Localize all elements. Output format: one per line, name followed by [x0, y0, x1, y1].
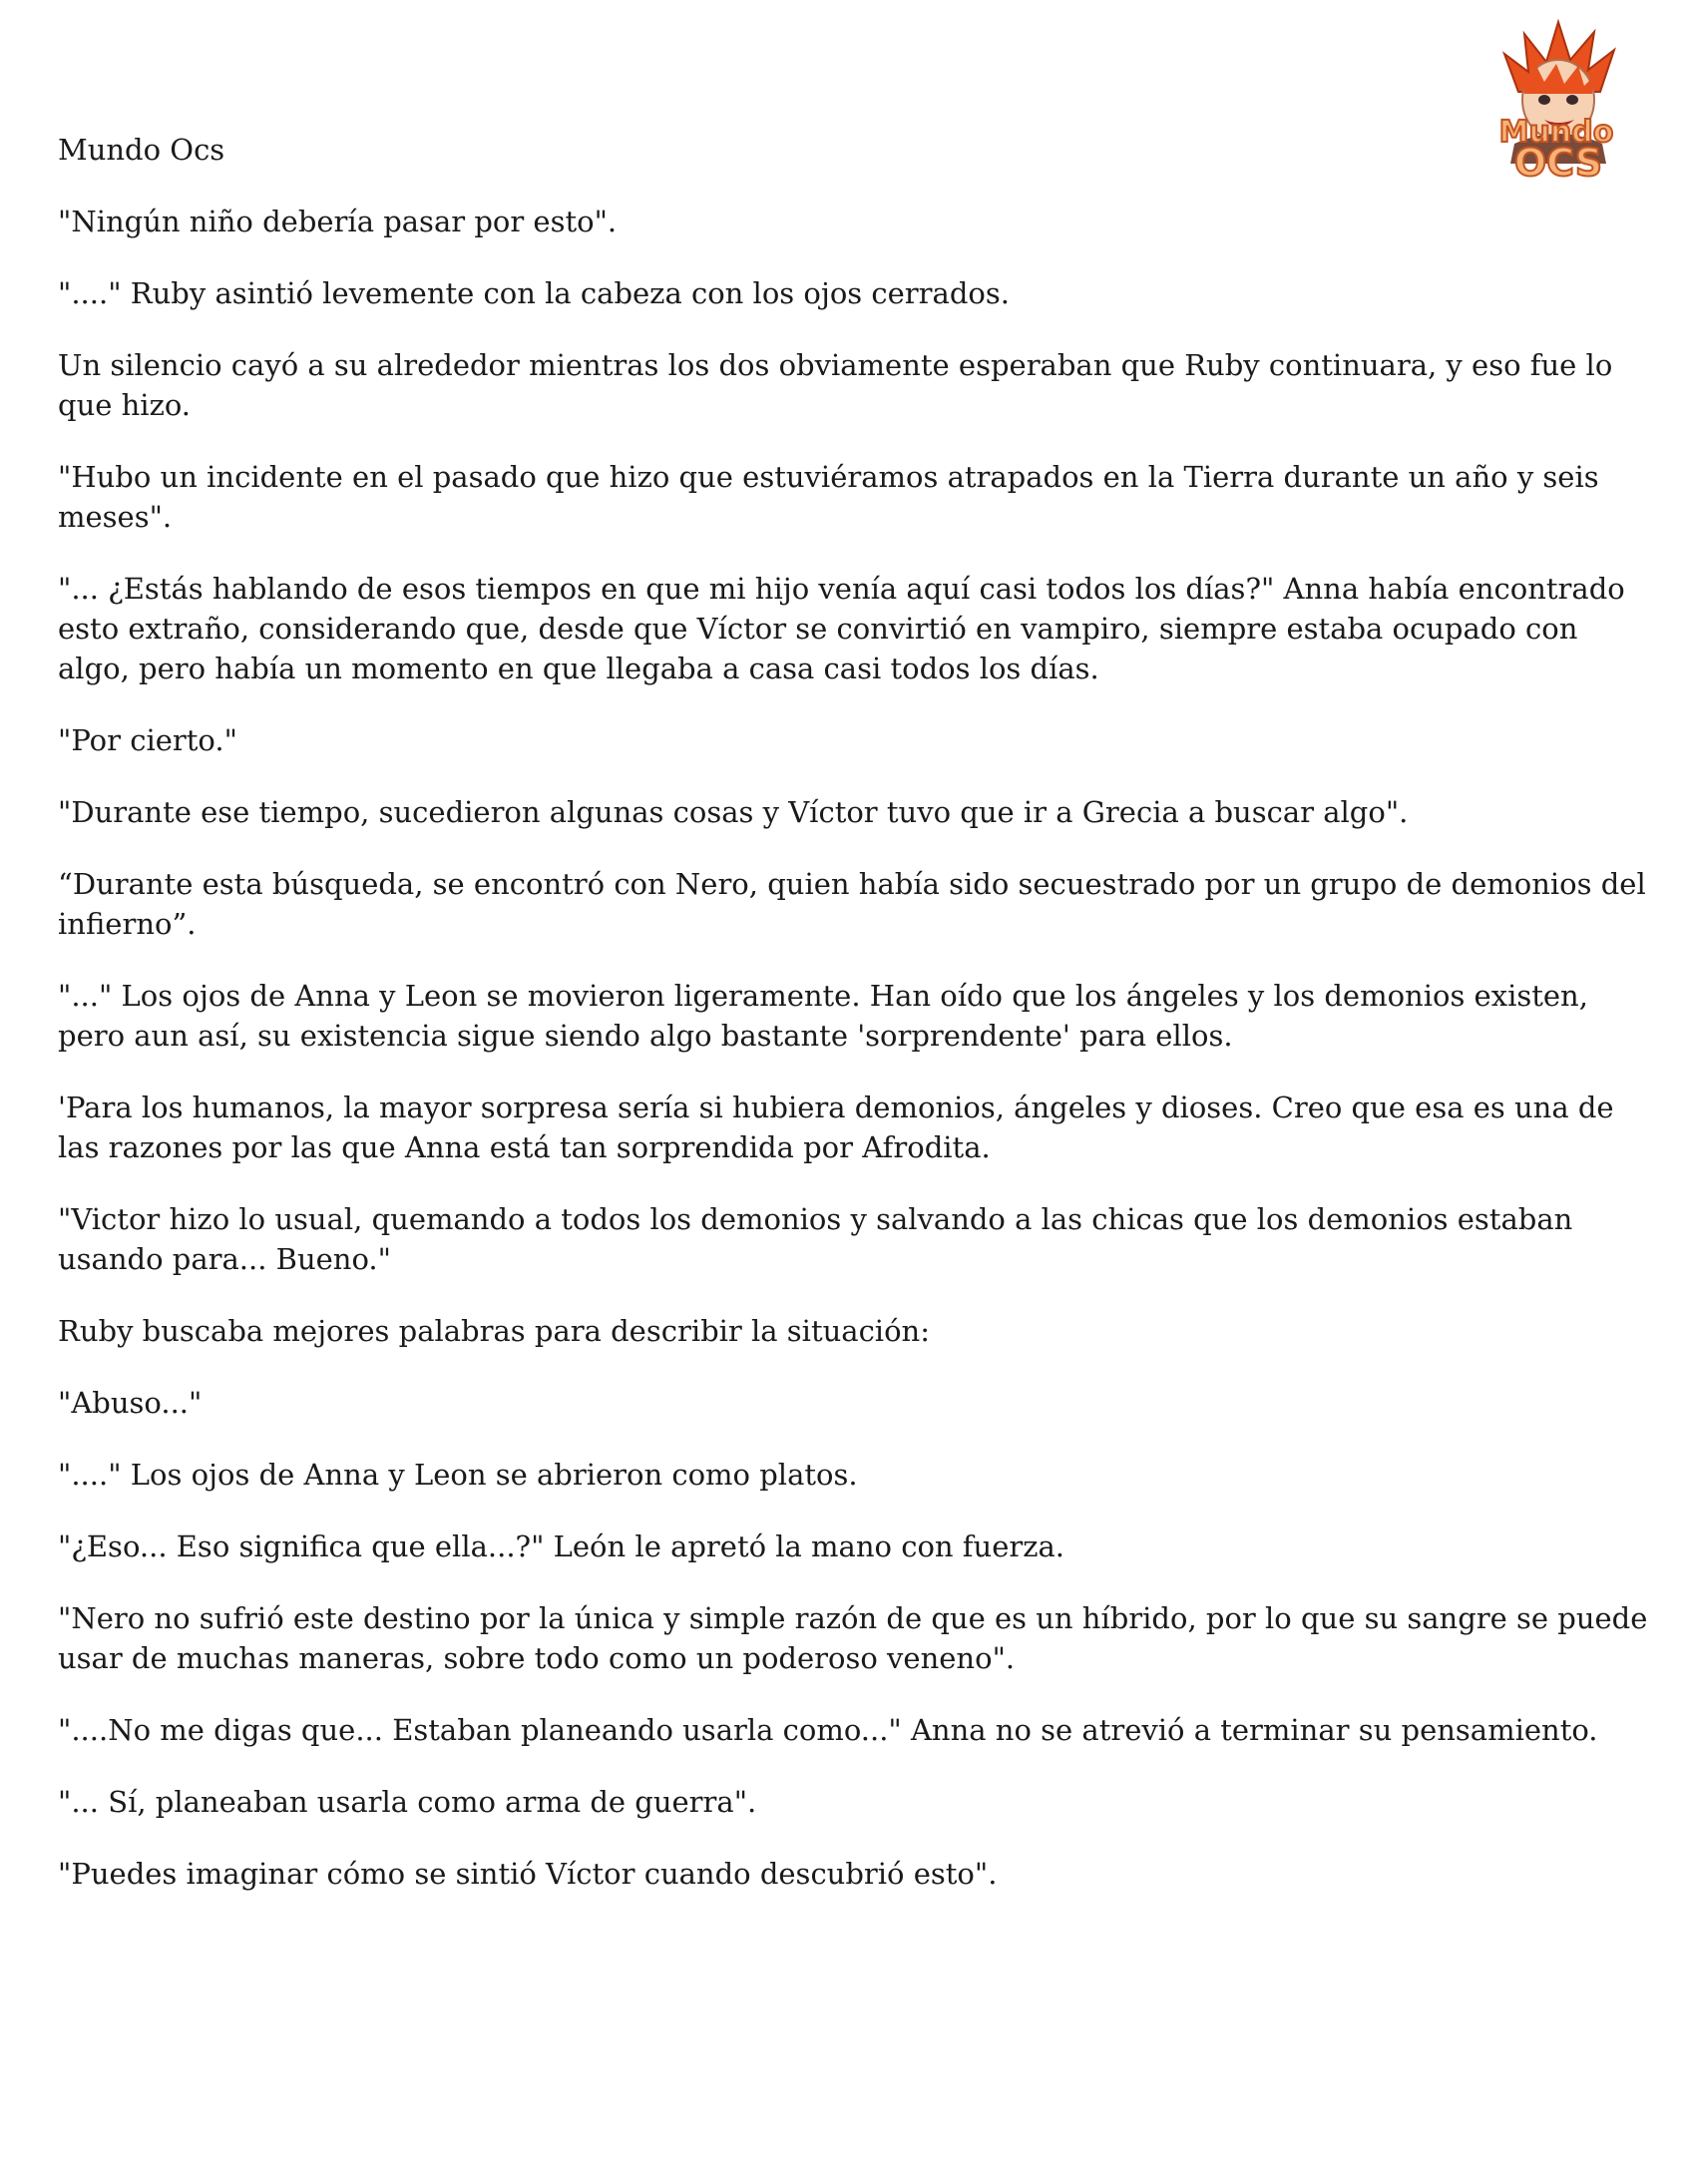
paragraph: "Ningún niño debería pasar por esto".	[58, 205, 618, 238]
paragraph: "Nero no sufrió este destino por la única y simple razón de que es un híbrido, por lo que su sangre se puede usar de muchas maneras, sobre todo como un poderoso veneno".	[58, 1601, 1657, 1675]
logo-text-ocs: OCS	[1513, 141, 1603, 184]
paragraph: "...." Los ojos de Anna y Leon se abrieron como platos.	[58, 1458, 858, 1492]
paragraph: “Durante esta búsqueda, se encontró con Nero, quien había sido secuestrado por un grupo de demonios del infierno”.	[58, 867, 1655, 941]
site-name-header: Mundo Ocs	[58, 133, 225, 167]
paragraph: "Por cierto."	[58, 723, 237, 757]
paragraph: "... ¿Estás hablando de esos tiempos en que mi hijo venía aquí casi todos los días?" Anna había encontrado esto extraño, considerando que, desde que Víctor se convirtió en vampiro, siempre estaba ocupado con algo, pero había un momento en que llegaba a casa casi todos los días.	[58, 572, 1634, 685]
paragraph: "¿Eso... Eso significa que ella...?" León le apretó la mano con fuerza.	[58, 1529, 1065, 1563]
paragraph: "Abuso..."	[58, 1386, 203, 1420]
paragraph: "... Sí, planeaban usarla como arma de guerra".	[58, 1785, 757, 1819]
document-body	[58, 130, 1657, 1926]
paragraph: "Puedes imaginar cómo se sintió Víctor cuando descubrió esto".	[58, 1857, 998, 1891]
paragraph: "Victor hizo lo usual, quemando a todos los demonios y salvando a las chicas que los demonios estaban usando para... Bueno."	[58, 1202, 1582, 1276]
paragraph: "...." Ruby asintió levemente con la cabeza con los ojos cerrados.	[58, 276, 1010, 310]
paragraph: Ruby buscaba mejores palabras para describir la situación:	[58, 1314, 930, 1348]
paragraph: "Hubo un incidente en el pasado que hizo que estuviéramos atrapados en la Tierra durante un año y seis meses".	[58, 460, 1608, 534]
logo-text-mundo: Mundo	[1498, 115, 1614, 150]
paragraph: "..." Los ojos de Anna y Leon se movieron ligeramente. Han oído que los ángeles y los demonios existen, pero aun así, su existencia sigue siendo algo bastante 'sorprendente' para ellos.	[58, 979, 1598, 1053]
paragraph: 'Para los humanos, la mayor sorpresa sería si hubiera demonios, ángeles y dioses. Creo que esa es una de las razones por las que Anna está tan sorprendida por Afrodita.	[58, 1091, 1623, 1164]
paragraph: Un silencio cayó a su alrededor mientras los dos obviamente esperaban que Ruby continuara, y eso fue lo que hizo.	[58, 348, 1622, 422]
paragraph: "....No me digas que... Estaban planeando usarla como..." Anna no se atrevió a terminar su pensamiento.	[58, 1713, 1598, 1747]
paragraph: "Durante ese tiempo, sucedieron algunas cosas y Víctor tuvo que ir a Grecia a buscar algo".	[58, 795, 1409, 829]
